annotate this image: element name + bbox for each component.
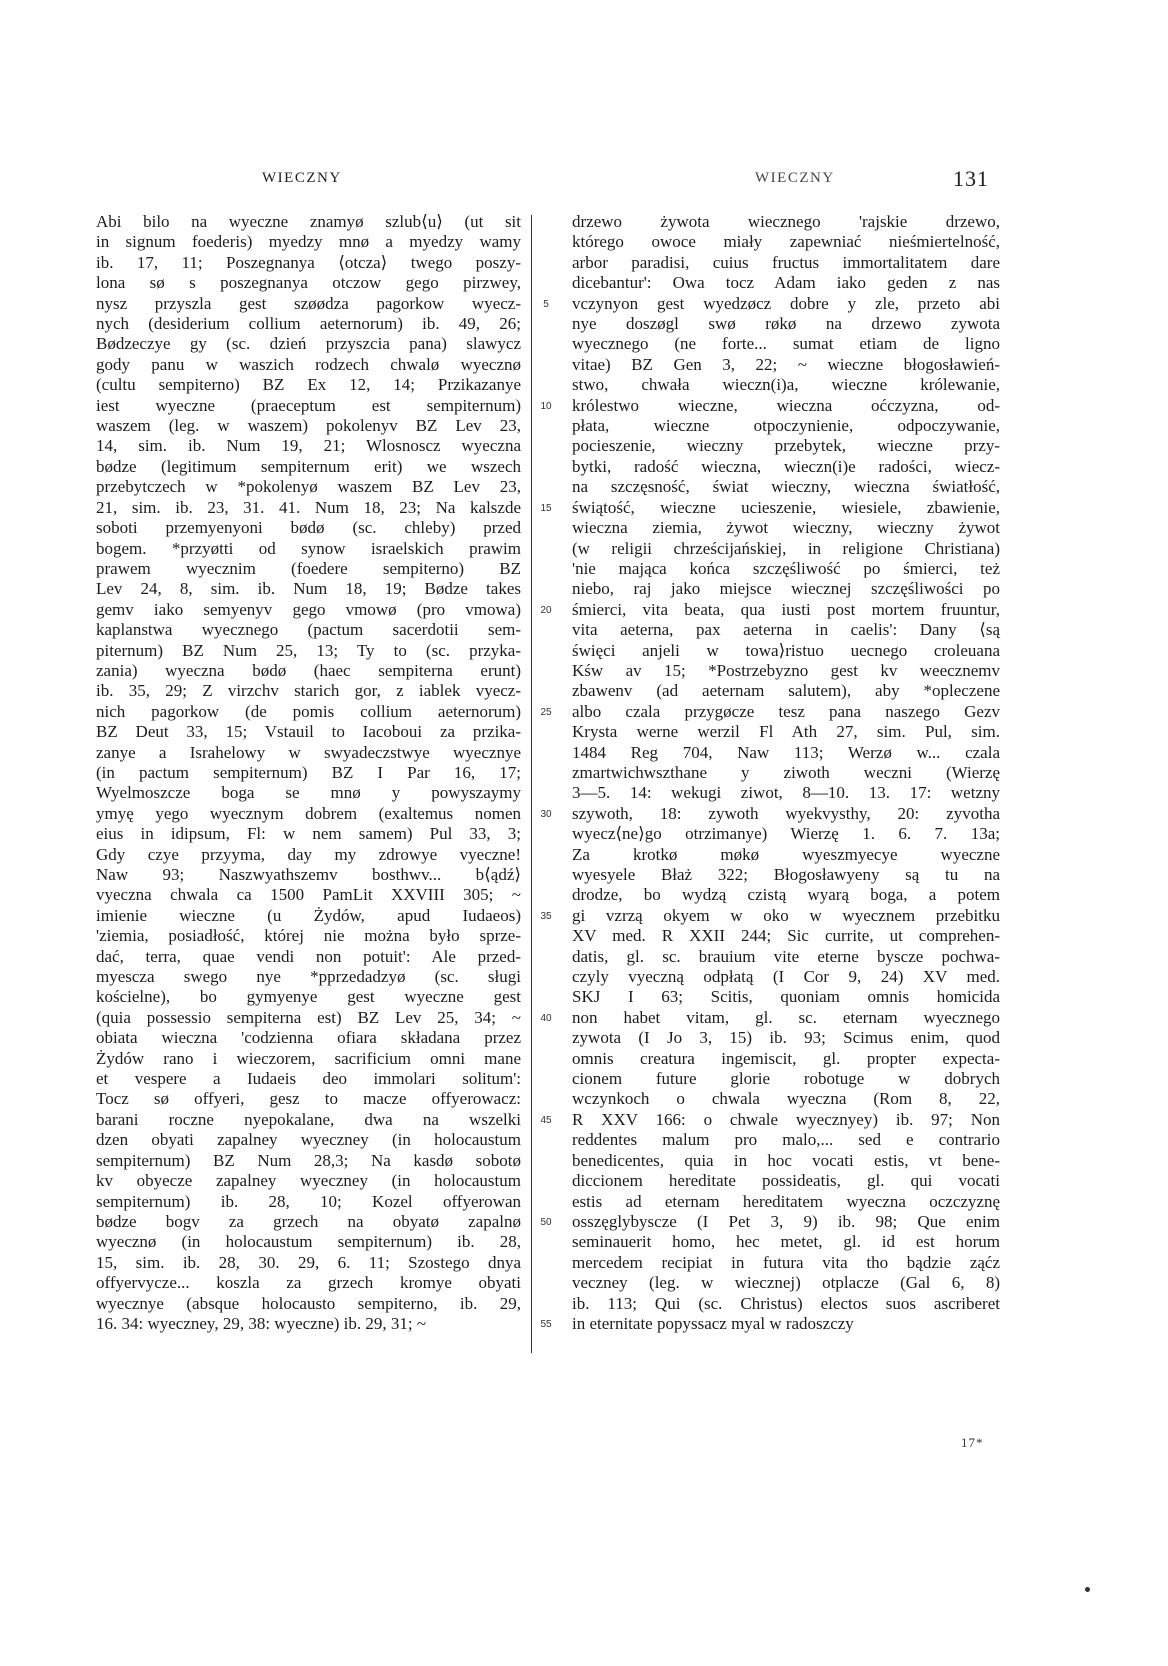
text-line: nych (desiderium collium aeternorum) ib. 49, 26; xyxy=(96,314,521,334)
text-line: bødze (legitimum sempiternum erit) we wszech xyxy=(96,456,521,476)
text-line: vczynyon gest wyedzøcz dobre y zle, przeto abi xyxy=(572,293,1000,313)
text-line: vita aeterna, pax aeterna in caelis': Dany ⟨są xyxy=(572,620,1000,640)
text-line: 16. 34: wyeczney, 29, 38: wyeczne) ib. 29, 31; ~ xyxy=(96,1313,427,1333)
text-line: piternum) BZ Num 25, 13; Ty to (sc. przyka- xyxy=(96,640,521,660)
text-line: szywoth, 18: zywoth wyekvysthy, 20: zyvotha xyxy=(572,803,1000,823)
text-line: którego owoce miały zapewniać nieśmiertelność, xyxy=(572,232,1000,252)
text-line: wyecznø (in holocaustum sempiternum) ib. 28, xyxy=(96,1232,521,1252)
text-line: vitae) BZ Gen 3, 22; ~ wieczne błogosławień- xyxy=(572,354,1000,374)
text-line: drodze, bo wydzą czistą wyarą boga, a potem xyxy=(572,885,1000,905)
text-line: myescza swego nye *pprzedadzyø (sc. sługi xyxy=(96,967,521,987)
text-line: zywota (I Jo 3, 15) ib. 93; Scimus enim, quod xyxy=(572,1028,1000,1048)
text-line: (cultu sempiterno) BZ Ex 12, 14; Przikazanye xyxy=(96,375,521,395)
line-number: 20 xyxy=(540,604,552,616)
text-line: pocieszenie, wieczny przebytek, wieczne przy- xyxy=(572,436,1000,456)
text-line: 21, sim. ib. 23, 31. 41. Num 18, 23; Na kalszde xyxy=(96,497,521,517)
text-line: non habet vitam, gl. sc. eternam wyecznego xyxy=(572,1007,1000,1027)
text-line: veczney (leg. w wiecznej) otplacze (Gal 6, 8) xyxy=(572,1273,1000,1293)
text-line: Za krotkø møkø wyeszmyecye wyeczne xyxy=(572,844,1000,864)
text-line: in eternitate popyssacz myal w radoszczy xyxy=(572,1313,854,1333)
text-line: BZ Deut 33, 15; Vstauil to Iacoboui za przika- xyxy=(96,722,521,742)
text-line: vyeczna chwala ca 1500 PamLit XXVIII 305; ~ xyxy=(96,885,521,905)
line-number: 55 xyxy=(540,1318,552,1330)
text-line: Żydów rano i wieczorem, sacrificium omni mane xyxy=(96,1048,521,1068)
signature-mark: 17* xyxy=(961,1435,984,1450)
text-line: gody panu w waszich rodzech chwalø wyecznø xyxy=(96,354,521,374)
running-head-right: WIECZNY xyxy=(755,170,835,186)
text-line: zanye a Israhelowy w swyadeczstwye wyecznye xyxy=(96,742,521,762)
text-line: dzen obyati zapalney wyeczney (in holocaustum xyxy=(96,1130,521,1150)
ink-speck xyxy=(1085,1587,1090,1592)
text-line: 15, sim. ib. 28, 30. 29, 6. 11; Szostego dnya xyxy=(96,1252,521,1272)
text-line: nye doszøgl swø røkø na drzewo zywota xyxy=(572,314,1000,334)
text-line: królestwo wieczne, wieczna oćczyzna, od- xyxy=(572,395,1000,415)
text-line: zania) wyeczna bødø (haec sempiterna erunt) xyxy=(96,660,521,680)
text-line: stwo, chwała wieczn(i)a, wieczne królewanie, xyxy=(572,375,1000,395)
text-line: et vespere a Iudaeis deo immolari solitum': xyxy=(96,1069,521,1089)
line-number: 50 xyxy=(540,1216,552,1228)
text-line: Gdy czye przyyma, day my zdrowye vyeczne! xyxy=(96,844,521,864)
text-line: przebytczech w *pokolenyø waszem BZ Lev 23, xyxy=(96,477,521,497)
text-line: drzewo żywota wiecznego 'rajskie drzewo, xyxy=(572,212,1000,231)
text-line: zbawenv (ad aeternam salutem), aby *opleczene xyxy=(572,681,1000,701)
text-line: gi vzrzą okyem w oko w wyecznem przebitku xyxy=(572,905,1000,925)
text-line: bødze bogv za grzech na obyatø zapalnø xyxy=(96,1211,521,1231)
text-line: święci anjeli w towa⟩ristuo uecnego croleuana xyxy=(572,640,1000,660)
text-line: Bødzeczye gy (sc. dzień przyszcia pana) slawycz xyxy=(96,334,521,354)
text-line: lona sø s poszegnanya otczow gego pirzwey, xyxy=(96,273,521,293)
line-number: 30 xyxy=(540,808,552,820)
text-line: R XXV 166: o chwale wyecznyey) ib. 97; Non xyxy=(572,1109,1000,1129)
text-line: kościelne), bo gymyenye gest wyeczne gest xyxy=(96,987,521,1007)
text-line: offyervycze... koszla za grzech kromye obyati xyxy=(96,1273,521,1293)
text-line: bytki, radość wieczna, wieczn(i)e radości, wiecz- xyxy=(572,456,1000,476)
text-line: gemv iako semyenyv gego vmowø (pro vmowa) xyxy=(96,599,521,619)
line-number: 10 xyxy=(540,400,552,412)
text-line: wieczna ziemia, żywot wieczny, wieczny żywot xyxy=(572,518,1000,538)
text-line: obiata wieczna 'codzienna ofiara składana przez xyxy=(96,1028,521,1048)
text-line: imienie wieczne (u Żydów, apud Iudaeos) xyxy=(96,905,521,925)
text-line: sempiternum) BZ Num 28,3; Na kasdø sobotø xyxy=(96,1150,521,1170)
text-line: Naw 93; Naszwyathszemv bosthwv... b⟨ądź⟩ xyxy=(96,865,521,884)
running-head-left: WIECZNY xyxy=(262,170,342,186)
text-line: in signum foederis) myedzy mnø a myedzy wamy xyxy=(96,232,521,252)
text-line: Wyelmoszcze boga se mnø y powyszaymy xyxy=(96,783,521,803)
line-number: 40 xyxy=(540,1012,552,1024)
text-line: 1484 Reg 704, Naw 113; Werzø w... czala xyxy=(572,742,1000,762)
text-line: eius in idipsum, Fl: w nem samem) Pul 33, 3; xyxy=(96,824,521,844)
line-number: 45 xyxy=(540,1114,552,1126)
text-line: kaplanstwa wyecznego (pactum sacerdotii sem- xyxy=(96,620,521,640)
text-line: 'ziemia, posiadłość, której nie można było sprze- xyxy=(96,926,521,946)
text-line: wyecznye (absque holocausto sempiterno, ib. 29, xyxy=(96,1293,521,1313)
text-line: ib. 17, 11; Poszegnanya ⟨otcza⟩ twego poszy- xyxy=(96,252,521,272)
text-line: arbor paradisi, cuius fructus immortalitatem dare xyxy=(572,252,1000,272)
text-line: seminauerit homo, hec metet, gl. id est horum xyxy=(572,1232,1000,1252)
line-number: 5 xyxy=(543,298,549,310)
text-line: albo czala przygøcze tesz pana naszego Gezv xyxy=(572,701,1000,721)
text-line: bogem. *przyøtti od synow israelskich prawim xyxy=(96,538,521,558)
text-line: Abi bilo na wyeczne znamyø szlub⟨u⟩ (ut sit xyxy=(96,212,521,231)
text-line: datis, gl. sc. brauium vite eterne bysczе pochwa- xyxy=(572,946,1000,966)
text-line: Tocz sø offyeri, gesz to macze offyerowacz: xyxy=(96,1089,521,1109)
text-line: śmierci, vita beata, qua iusti post mortem fruuntur, xyxy=(572,599,1000,619)
column-divider xyxy=(531,215,532,1353)
text-line: XV med. R XXII 244; Sic currite, ut comprehen- xyxy=(572,926,1000,946)
text-line: (in pactum sempiternum) BZ I Par 16, 17; xyxy=(96,762,521,782)
text-line: zmartwichwszthane y ziwoth weczni (Wierzę xyxy=(572,762,1000,782)
text-line: ymyę yego wyecznym dobrem (exaltemus nomen xyxy=(96,803,521,823)
text-line: prawem wyecznim (foedere sempiterno) BZ xyxy=(96,558,521,578)
line-number: 15 xyxy=(540,502,552,514)
text-line: wyesyele Błaż 322; Błogosławyeny są tu na xyxy=(572,865,1000,884)
text-line: omnis creatura ingemiscit, gl. propter expecta- xyxy=(572,1048,1000,1068)
text-line: estis ad eternam hereditatem wyeczna oczczyznę xyxy=(572,1191,1000,1211)
right-text-column xyxy=(572,212,1000,1334)
text-line: 3—5. 14: wekugi ziwot, 8—10. 13. 17: wetzny xyxy=(572,783,1000,803)
left-text-column xyxy=(96,212,521,1334)
text-line: mercedem recipiat in futura vita tho bądzie ząćz xyxy=(572,1252,1000,1272)
text-line: na szczęsność, świat wieczny, wieczna światłość, xyxy=(572,477,1000,497)
text-line: dać, terra, quae vendi non potuit': Ale przed- xyxy=(96,946,521,966)
text-line: benedicentes, quia in hoc vocati estis, vt bene- xyxy=(572,1150,1000,1170)
text-line: wczynkoch o chwala wyeczna (Rom 8, 22, xyxy=(572,1089,1000,1109)
text-line: Krysta werne werzil Fl Ath 27, sim. Pul, sim. xyxy=(572,722,1000,742)
text-line: nysz przyszla gest szøødza pagorkow wyecz- xyxy=(96,293,521,313)
text-line: dicebantur': Owa tocz Adam iako geden z nas xyxy=(572,273,1000,293)
text-line: iest wyeczne (praeceptum est sempiternum) xyxy=(96,395,521,415)
text-line: czyly vyeczną odpłatą (I Cor 9, 24) XV med. xyxy=(572,967,1000,987)
text-line: 'nie mająca końca szczęśliwość po śmierci, też xyxy=(572,558,1000,578)
text-line: (w religii chrześcijańskiej, in religione Christiana) xyxy=(572,538,1000,558)
text-line: Lev 24, 8, sim. ib. Num 18, 19; Bødze takes xyxy=(96,579,521,599)
text-line: ib. 113; Qui (sc. Christus) electos suos ascriberet xyxy=(572,1293,1000,1313)
text-line: diccionem hereditate possideatis, gl. qui vocati xyxy=(572,1171,1000,1191)
text-line: sempiternum) ib. 28, 10; Kozel offyerowan xyxy=(96,1191,521,1211)
text-line: 14, sim. ib. Num 19, 21; Wlosnoscz wyeczna xyxy=(96,436,521,456)
text-line: osszęglybyscze (I Pet 3, 9) ib. 98; Que enim xyxy=(572,1211,1000,1231)
text-line: barani roczne nyepokalane, dwa na wszelki xyxy=(96,1109,521,1129)
text-line: wyecznego (ne forte... sumat etiam de ligno xyxy=(572,334,1000,354)
text-line: waszem (leg. w waszem) pokolenyv BZ Lev 23, xyxy=(96,416,521,436)
text-line: niebo, raj jako miejsce wiecznej szczęśliwości po xyxy=(572,579,1000,599)
text-line: wyecz⟨ne⟩go otrzimanye) Wierzę 1. 6. 7. 13a; xyxy=(572,824,1000,844)
line-number: 35 xyxy=(540,910,552,922)
text-line: cionem future glorie robotuge w dobrych xyxy=(572,1069,1000,1089)
text-line: (quia possessio sempiterna est) BZ Lev 25, 34; ~ xyxy=(96,1007,521,1027)
line-number: 25 xyxy=(540,706,552,718)
text-line: płata, wieczne otpoczynienie, odpoczywanie, xyxy=(572,416,1000,436)
text-line: Kśw av 15; *Postrzebyzno gest kv weecznemv xyxy=(572,660,1000,680)
page-number: 131 xyxy=(953,166,989,191)
text-line: nich pagorkow (de pomis collium aeternorum) xyxy=(96,701,521,721)
text-line: SKJ I 63; Scitis, quoniam omnis homicida xyxy=(572,987,1000,1007)
text-line: kv obyecze zapalney wyeczney (in holocaustum xyxy=(96,1171,521,1191)
text-line: ib. 35, 29; Z virzchv starich gor, z iablek vyecz- xyxy=(96,681,521,701)
text-line: świątość, wieczne ucieszenie, wiesiele, zbawienie, xyxy=(572,497,1000,517)
text-line: reddentes malum pro malo,... sed e contrario xyxy=(572,1130,1000,1150)
text-line: soboti przemyenyoni bødø (sc. chleby) przed xyxy=(96,518,521,538)
